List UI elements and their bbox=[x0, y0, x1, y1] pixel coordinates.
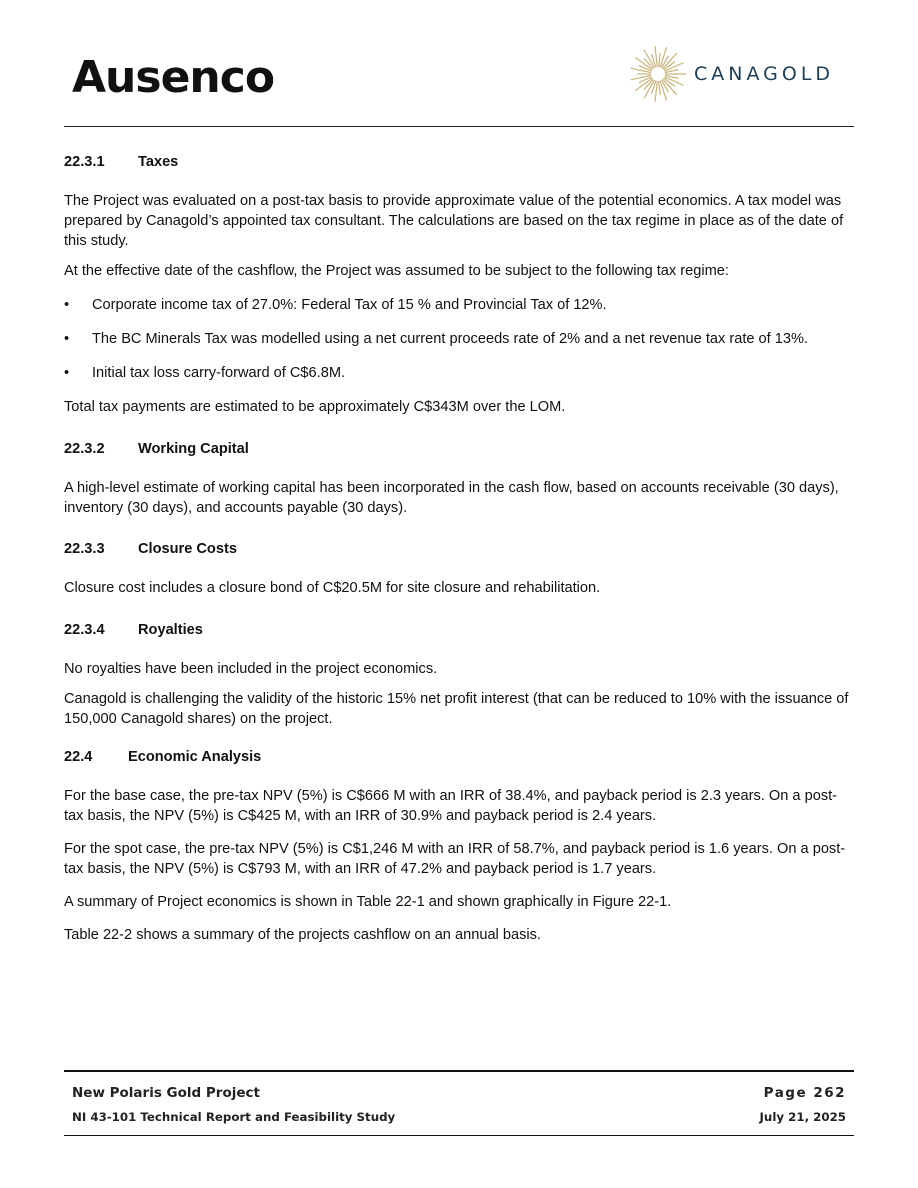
section-number: 22.3.1 bbox=[64, 154, 105, 170]
footer-project-name: New Polaris Gold Project bbox=[72, 1085, 260, 1101]
section-number: 22.3.2 bbox=[64, 441, 105, 457]
paragraph: No royalties have been included in the project economics. bbox=[64, 661, 438, 677]
section-heading-royalties bbox=[64, 620, 856, 640]
ausenco-logo-text: Ausenco bbox=[72, 52, 275, 103]
paragraph: Table 22-2 shows a summary of the projects cashflow on an annual basis. bbox=[64, 927, 541, 943]
paragraph: For the base case, the pre-tax NPV (5%) is C$666 M with an IRR of 38.4%, and payback period is 2.3 years. On a post-tax basis, the NPV (5%) is C$425 M, with an IRR of 30.9% and payback period is 2.4 years. bbox=[64, 788, 838, 824]
section-heading-closure-costs bbox=[64, 539, 856, 559]
sunburst-ray bbox=[631, 68, 652, 72]
paragraph: A high-level estimate of working capital has been incorporated in the cash flow, based on accounts receivable (30 days), inventory (30 days), and accounts payable (30 days). bbox=[64, 480, 839, 516]
list-item: • The BC Minerals Tax was modelled using a net current proceeds rate of 2% and a net revenue tax rate of 13%. bbox=[64, 329, 856, 349]
section-heading-working-capital bbox=[64, 439, 856, 459]
section-number: 22.3.4 bbox=[64, 622, 105, 638]
footer-divider-bottom bbox=[64, 1135, 854, 1136]
header-divider bbox=[64, 126, 854, 127]
section-heading-taxes bbox=[64, 152, 856, 172]
tax-regime-list bbox=[64, 295, 856, 383]
paragraph: Total tax payments are estimated to be approximately C$343M over the LOM. bbox=[64, 399, 566, 415]
canagold-logo-text: CANAGOLD bbox=[694, 63, 835, 85]
ausenco-logo bbox=[72, 52, 275, 103]
paragraph: At the effective date of the cashflow, the Project was assumed to be subject to the following tax regime: bbox=[64, 263, 729, 279]
footer-line-1 bbox=[72, 1085, 846, 1101]
footer-line-2 bbox=[72, 1110, 846, 1124]
sunburst-ray bbox=[631, 75, 652, 79]
sunburst-ray bbox=[655, 81, 657, 102]
section-number: 22.4 bbox=[64, 749, 93, 765]
list-item: • Corporate income tax of 27.0%: Federal Tax of 15 % and Provincial Tax of 12%. bbox=[64, 295, 856, 315]
section-title: Closure Costs bbox=[138, 541, 237, 557]
sunburst-ray bbox=[659, 81, 660, 95]
list-item: • Initial tax loss carry-forward of C$6.8M. bbox=[64, 363, 856, 383]
section-title: Working Capital bbox=[138, 441, 249, 457]
sunburst-ray bbox=[659, 53, 660, 67]
footer-date: July 21, 2025 bbox=[759, 1110, 846, 1124]
page-number: Page 262 bbox=[763, 1085, 846, 1101]
paragraph: For the spot case, the pre-tax NPV (5%) is C$1,246 M with an IRR of 58.7%, and payback period is 1.6 years. On a post-tax basis, the NPV (5%) is C$793 M, with an IRR of 47.2% and payback period is 1.7 years. bbox=[64, 841, 846, 877]
document-body bbox=[64, 150, 856, 945]
section-title: Economic Analysis bbox=[128, 749, 262, 765]
paragraph: Canagold is challenging the validity of the historic 15% net profit interest (that can be reduced to 10% with the issuance of 150,000 Canagold shares) on the project. bbox=[64, 691, 849, 727]
sunburst-icon bbox=[628, 42, 688, 106]
section-title: Royalties bbox=[138, 622, 203, 638]
section-number: 22.3.3 bbox=[64, 541, 105, 557]
canagold-logo bbox=[628, 42, 858, 106]
paragraph: The Project was evaluated on a post-tax basis to provide approximate value of the potential economics. A tax model was prepared by Canagold’s appointed tax consultant. The calculations are based on the tax regime in place as of the date of this study. bbox=[64, 193, 844, 249]
section-heading-economic-analysis bbox=[64, 747, 856, 767]
paragraph: Closure cost includes a closure bond of C$20.5M for site closure and rehabilitation. bbox=[64, 580, 601, 596]
section-title: Taxes bbox=[138, 154, 179, 170]
paragraph: A summary of Project economics is shown in Table 22-1 and shown graphically in Figure 22-1. bbox=[64, 894, 672, 910]
footer-divider-top bbox=[64, 1070, 854, 1072]
footer-report-title: NI 43-101 Technical Report and Feasibility Study bbox=[72, 1110, 396, 1124]
sunburst-ray bbox=[655, 46, 657, 67]
